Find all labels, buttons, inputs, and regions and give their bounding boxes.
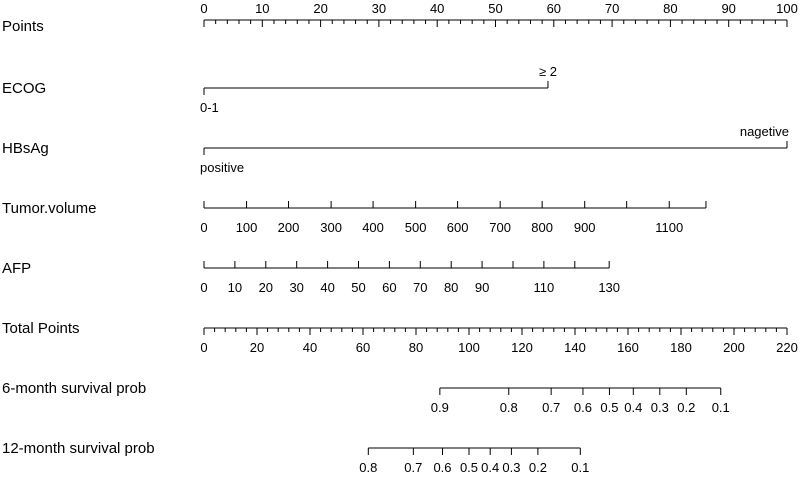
ecog-label: ECOG [2, 80, 47, 97]
surv-6m-tick-label: 0.6 [573, 400, 592, 415]
afp-tick-label: 80 [443, 280, 459, 295]
afp-tick-label: 40 [320, 280, 335, 295]
tumor-volume-label: Tumor.volume [2, 200, 97, 217]
hbsag-category-label: positive [200, 160, 245, 175]
afp-tick-label: 0 [200, 280, 208, 295]
surv-12m-tick-label: 0.3 [502, 460, 521, 475]
total-points-tick-label: 100 [458, 340, 480, 355]
surv-6m-tick-label: 0.9 [430, 400, 449, 415]
total-points-tick-label: 20 [249, 340, 265, 355]
surv-12m-tick-label: 0.2 [528, 460, 547, 475]
afp-tick-label: 10 [227, 280, 243, 295]
total-points-tick-label: 0 [200, 340, 208, 355]
points-tick-label: 100 [776, 1, 798, 16]
tumor-volume-tick-label: 100 [235, 220, 258, 235]
surv-12m-tick-label: 0.8 [359, 460, 378, 475]
points-tick-label: 70 [604, 1, 620, 16]
points-tick-label: 40 [429, 1, 445, 16]
total-points-tick-label: 200 [723, 340, 745, 355]
points-tick-label: 0 [200, 1, 208, 16]
total-points-tick-label: 220 [776, 340, 798, 355]
surv-12m-tick-label: 0.7 [404, 460, 423, 475]
tumor-volume-tick-label: 900 [573, 220, 596, 235]
tumor-volume-tick-label: 700 [489, 220, 512, 235]
total-points-tick-label: 60 [355, 340, 371, 355]
points-tick-label: 10 [255, 1, 270, 16]
tumor-volume-tick-label: 600 [446, 220, 469, 235]
points-tick-label: 60 [546, 1, 562, 16]
tumor-volume-tick-label: 500 [404, 220, 427, 235]
afp-label: AFP [2, 260, 32, 277]
surv-6m-tick-label: 0.4 [624, 400, 643, 415]
tumor-volume-tick-label: 300 [320, 220, 342, 235]
afp-tick-label: 70 [413, 280, 428, 295]
surv-12m-label: 12-month survival prob [2, 440, 155, 457]
surv-6m-label: 6-month survival prob [2, 380, 147, 397]
surv-6m-tick-label: 0.1 [711, 400, 730, 415]
total-points-tick-label: 160 [617, 340, 639, 355]
surv-12m-tick-label: 0.4 [481, 460, 500, 475]
afp-tick-label: 110 [533, 280, 555, 295]
points-tick-label: 30 [371, 1, 387, 16]
hbsag-label: HBsAg [2, 140, 49, 157]
tumor-volume-tick-label: 800 [531, 220, 553, 235]
points-tick-label: 50 [488, 1, 503, 16]
afp-tick-label: 30 [289, 280, 304, 295]
afp-tick-label: 50 [351, 280, 366, 295]
total-points-tick-label: 40 [302, 340, 318, 355]
total-points-tick-label: 120 [511, 340, 533, 355]
hbsag-category-label: nagetive [739, 124, 789, 139]
surv-6m-tick-label: 0.3 [650, 400, 669, 415]
ecog-category-label: ≥ 2 [538, 64, 557, 79]
points-tick-label: 80 [663, 1, 678, 16]
tumor-volume-tick-label: 0 [200, 220, 208, 235]
surv-12m-tick-label: 0.1 [571, 460, 590, 475]
total-points-tick-label: 140 [564, 340, 586, 355]
surv-12m-tick-label: 0.5 [459, 460, 479, 475]
surv-6m-tick-label: 0.5 [600, 400, 619, 415]
surv-6m-tick-label: 0.7 [542, 400, 561, 415]
total-points-label: Total Points [2, 320, 80, 337]
surv-12m-tick-label: 0.6 [433, 460, 452, 475]
afp-tick-label: 60 [382, 280, 397, 295]
afp-tick-label: 130 [598, 280, 621, 295]
total-points-tick-label: 180 [670, 340, 692, 355]
surv-6m-tick-label: 0.2 [677, 400, 696, 415]
points-tick-label: 90 [721, 1, 736, 16]
tumor-volume-tick-label: 1100 [655, 220, 684, 235]
points-label: Points [2, 18, 44, 35]
total-points-tick-label: 80 [408, 340, 424, 355]
surv-6m-tick-label: 0.8 [499, 400, 518, 415]
tumor-volume-tick-label: 200 [277, 220, 300, 235]
points-tick-label: 20 [313, 1, 328, 16]
afp-tick-label: 20 [258, 280, 274, 295]
ecog-category-label: 0-1 [200, 100, 219, 115]
tumor-volume-tick-label: 400 [362, 220, 384, 235]
afp-tick-label: 90 [474, 280, 490, 295]
